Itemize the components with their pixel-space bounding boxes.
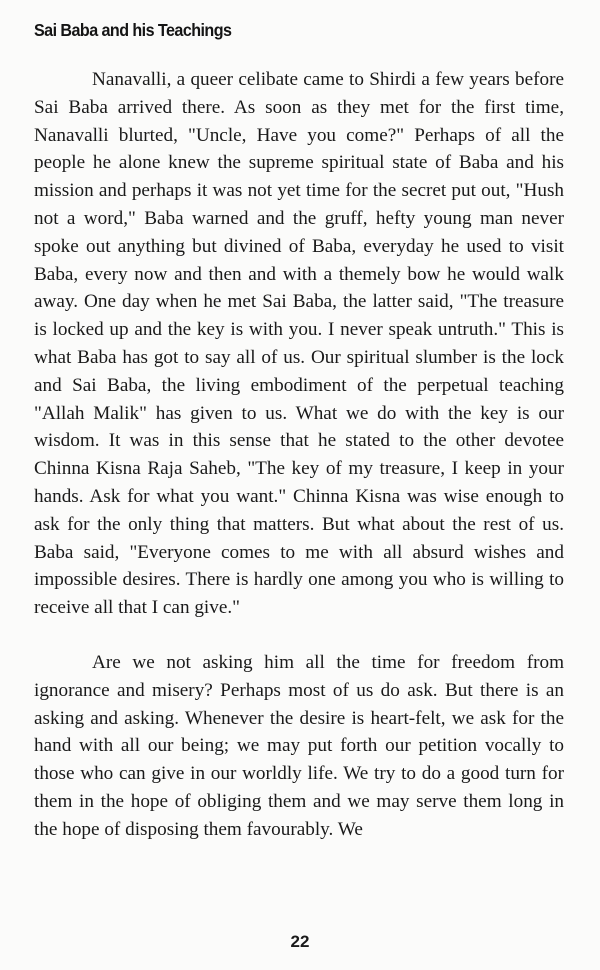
body-text — [34, 66, 564, 844]
paragraph-2: Are we not asking him all the time for freedom from ignorance and misery? Perhaps most of us do ask. But there is an asking and asking. Whenever the desire is heart-felt, we ask for the hand with all our being; we may put forth our petition vocally to those who can give in our worldly life. We try to do a good turn for them in the hope of obliging them and we may serve them long in the hope of disposing them favourably. We — [34, 651, 564, 840]
page-number: 22 — [290, 932, 310, 951]
paragraph-1: Nanavalli, a queer celibate came to Shirdi a few years before Sai Baba arrived there. As soon as they met for the first time, Nanavalli blurted, "Uncle, Have you come?" Perhaps of all the people he alone knew the supreme spiritual state of Baba and his mission and perhaps it was not yet time for the secret put out, "Hush not a word," Baba warned and the gruff, hefty young man never spoke out anything but divined of Baba, everyday he used to visit Baba, every now and then and with a themely bow he would walk away. One day when he met Sai Baba, the latter said, "The treasure is locked up and the key is with you. I never speak untruth." This is what Baba has got to say all of us. Our spiritual slumber is the lock and Sai Baba, the living embodiment of the perpetual teaching "Allah Malik" has given to us. What we do with the key is our wisdom. It was in this sense that he stated to the other devotee Chinna Kisna Raja Saheb, "The key of my treasure, I keep in your hands. Ask for what you want." Chinna Kisna was wise enough to ask for the only thing that matters. But what about the rest of us. Baba said, "Everyone comes to me with all absurd wishes and impossible desires. There is hardly one among you who is willing to receive all that I can give." — [34, 69, 564, 619]
running-head-title: Sai Baba and his Teachings — [34, 20, 232, 40]
